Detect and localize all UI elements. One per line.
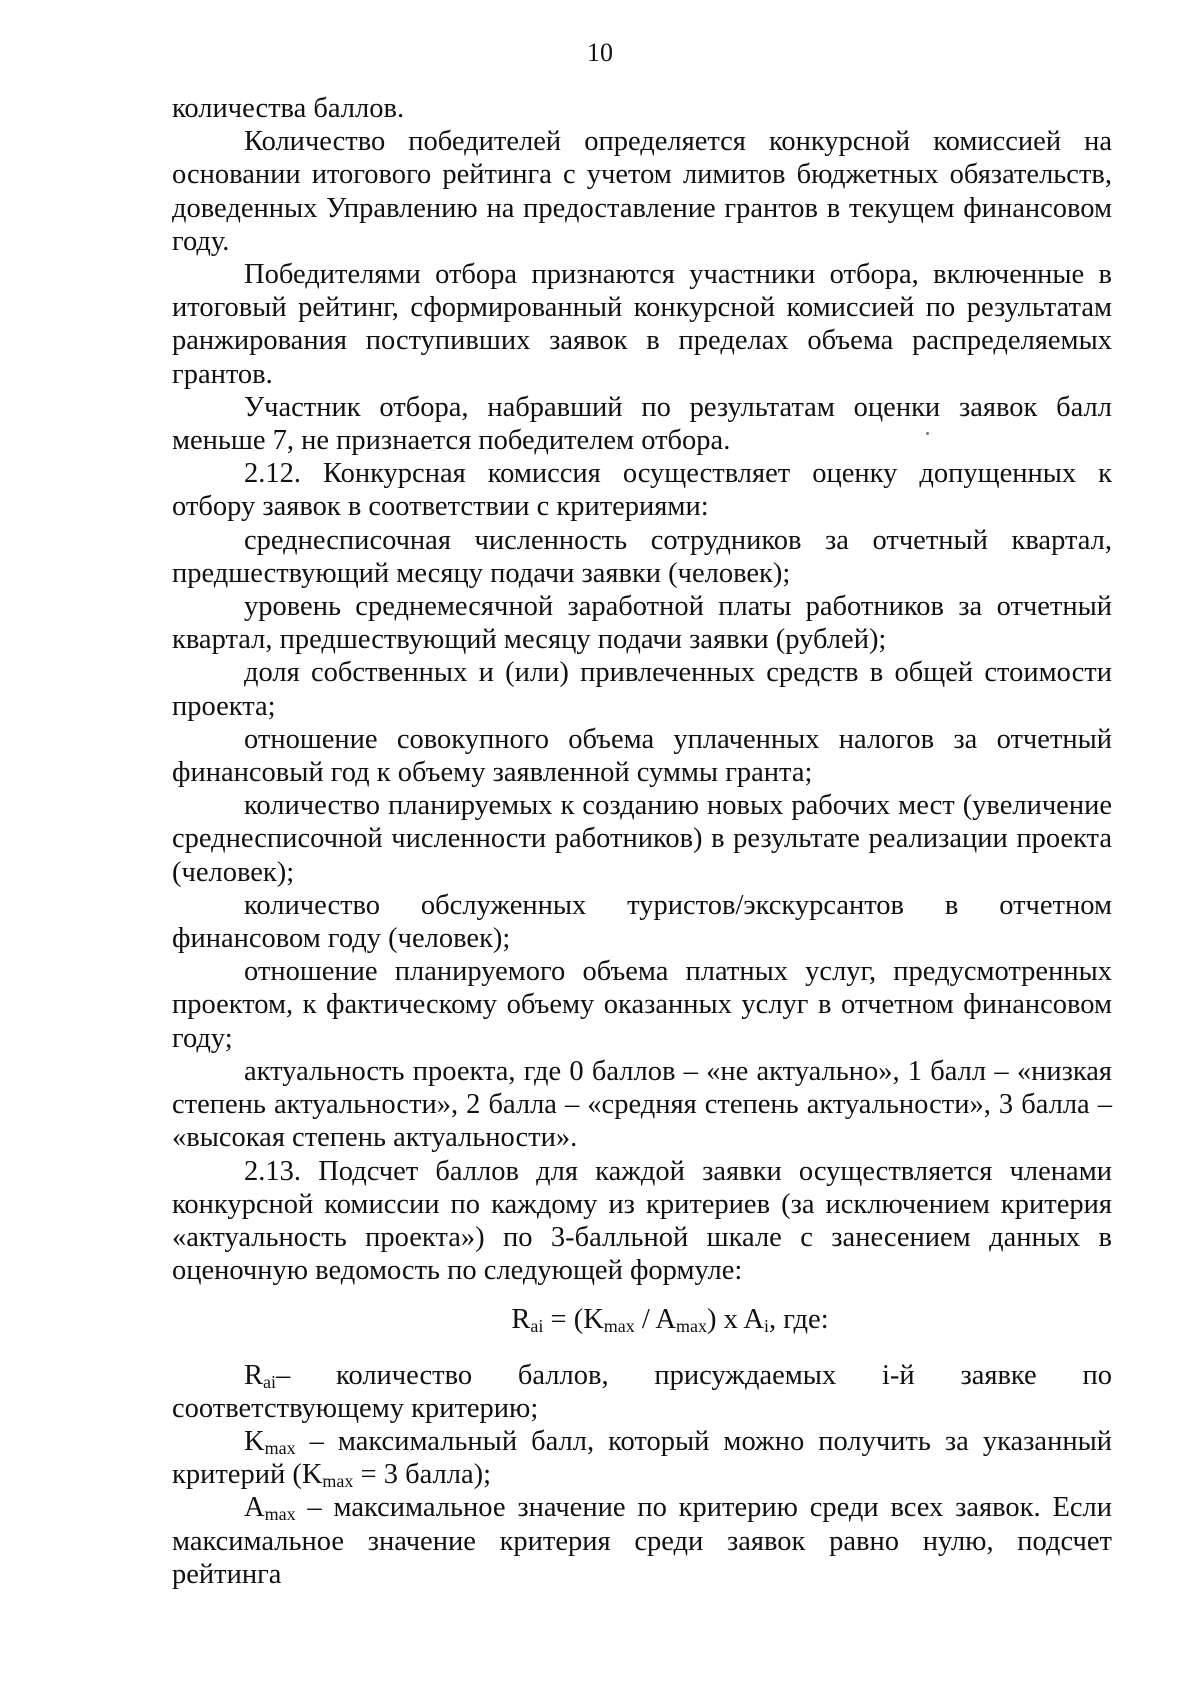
paragraph-2-12: 2.12. Конкурсная комиссия осуществляет оценку допущенных к отбору заявок в соответствии с критериями:: [172, 458, 1112, 523]
criterion-own-funds: доля собственных и (или) привлеченных средств в общей стоимости проекта;: [172, 657, 1112, 722]
criterion-headcount: среднесписочная численность сотрудников за отчетный квартал, предшествующий месяцу подачи заявки (человек);: [172, 524, 1112, 589]
scan-speck: [926, 432, 929, 435]
paragraph-winners-count: Количество победителей определяется конкурсной комиссией на основании итогового рейтинга с учетом лимитов бюджетных обязательств, доведенных Управлению на предоставление грантов в текущем финансовом году.: [172, 126, 1112, 257]
criterion-paid-services: отношение планируемого объема платных услуг, предусмотренных проектом, к фактическому объему оказанных услуг в отчетном финансовом году;: [172, 956, 1112, 1054]
criterion-taxes: отношение совокупного объема уплаченных налогов за отчетный финансовый год к объему заявленной суммы гранта;: [172, 723, 1112, 789]
page-number: 10: [587, 38, 613, 67]
definition-rai: $R_{ai}-$ количество баллов, присуждаемых i-й заявке по соответствующему критерию;: [172, 1359, 1112, 1424]
criterion-relevance: актуальность проекта, где 0 баллов – «не актуально», 1 балл – «низкая степень актуальности», 2 балла – «средняя степень актуальности», 3 балла – «высокая степень актуальности».: [172, 1055, 1112, 1154]
criterion-salary: уровень среднемесячной заработной платы работников за отчетный квартал, предшествующий месяцу подачи заявки (рублей);: [172, 591, 1112, 656]
criterion-new-jobs: количество планируемых к созданию новых рабочих мест (увеличение среднесписочной численности работников) в результате реализации проекта (человек);: [172, 790, 1112, 888]
criterion-tourists: количество обслуженных туристов/экскурсантов в отчетном финансовом году (человек);: [172, 889, 1112, 955]
paragraph-continuation: количества баллов.: [172, 93, 405, 124]
paragraph-winners-definition: Победителями отбора признаются участники отбора, включенные в итоговый рейтинг, сформированный конкурсной комиссией по результатам ранжирования поступивших заявок в пределах объема распределяемых грантов.: [172, 259, 1112, 390]
paragraph-min-score: Участник отбора, набравший по результатам оценки заявок балл меньше 7, не признается победителем отбора.: [172, 391, 1112, 457]
definition-amax: $A_{max}$ – максимальное значение по критерию среди всех заявок. Если максимальное значение критерия среди заявок равно нулю, подсчет рейтинга: [172, 1492, 1112, 1590]
scoring-formula: $R_{ai} = (K_{max} / A_{max})$ x $A_i$, где:: [511, 1304, 829, 1337]
definition-kmax: $K_{max}$ – максимальный балл, который можно получить за указанный критерий ($K_{max} = 3$ балла);: [172, 1425, 1112, 1492]
document-body: [172, 92, 1112, 1591]
paragraph-2-13: 2.13. Подсчет баллов для каждой заявки осуществляется членами конкурсной комиссии по каждому из критериев (за исключением критерия «актуальность проекта») по 3-балльной шкале с занесением данных в оценочную ведомость по следующей формуле:: [172, 1155, 1112, 1287]
